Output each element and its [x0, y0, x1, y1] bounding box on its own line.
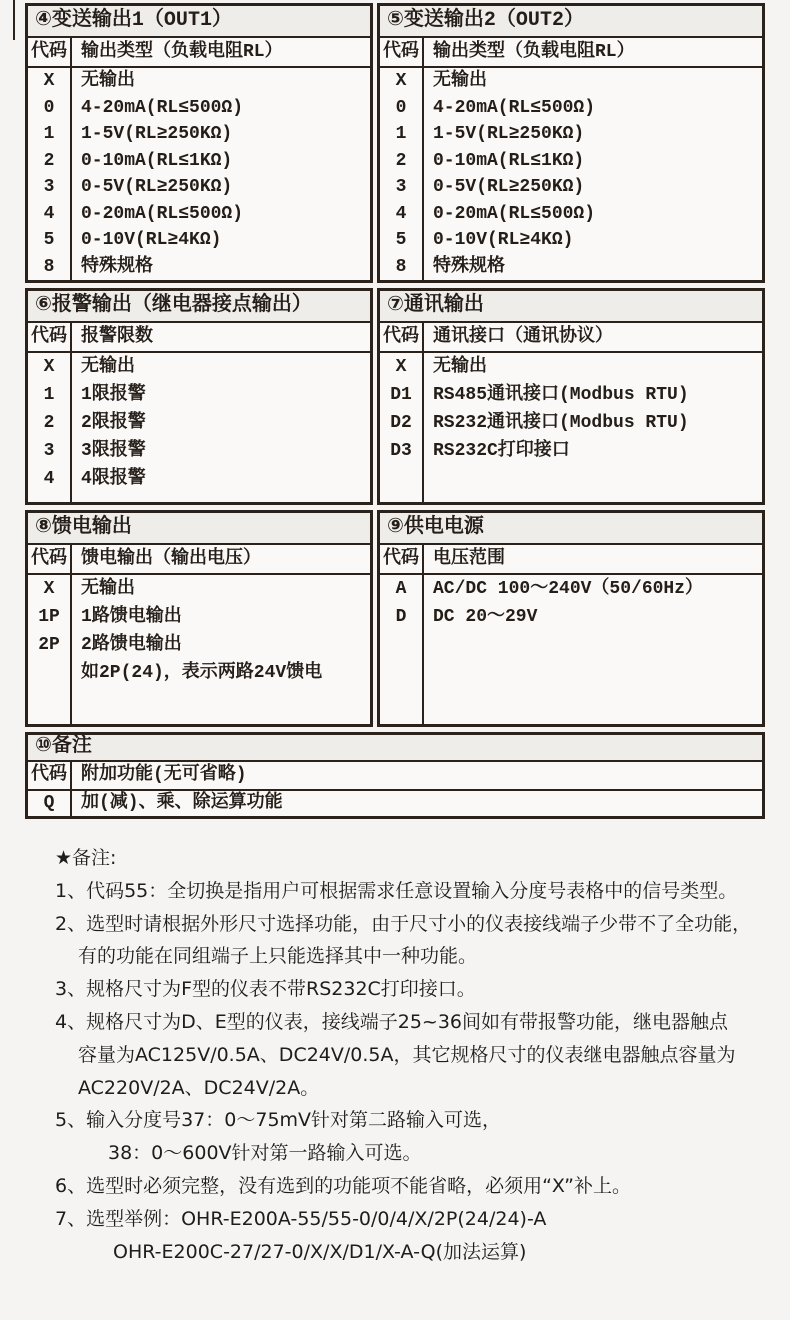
desc-header: 输出类型（负载电阻RL）: [81, 42, 283, 62]
code-cell: 2: [28, 148, 72, 175]
code-cell: 1P: [28, 603, 72, 631]
table-filler: [380, 631, 762, 724]
desc-cell: 0-10V(RL≥4KΩ): [81, 230, 222, 250]
table-filler: [28, 493, 370, 502]
table-row: [28, 227, 370, 254]
table-row: [28, 659, 370, 687]
code-cell: D1: [380, 381, 424, 409]
desc-cell: 0-10V(RL≥4KΩ): [433, 230, 574, 250]
code-header: 代码: [380, 545, 424, 573]
table-row: [28, 353, 370, 381]
desc-cell: 无输出: [433, 71, 487, 91]
table-header-row: [28, 762, 762, 791]
note-item: 7、选型举例：OHR-E200A-55/55-0/0/4/X/2P(24/24)-A: [55, 1207, 547, 1230]
table-row: [380, 381, 762, 409]
code-cell: X: [380, 68, 424, 95]
note-item-continuation: 38：0～600V针对第一路输入可选。: [108, 1142, 422, 1165]
code-header: 代码: [28, 545, 72, 573]
desc-cell: 特殊规格: [433, 256, 505, 277]
table-row: [380, 575, 762, 603]
table-row: [380, 227, 762, 254]
table-remark-wrap: [25, 732, 765, 819]
desc-cell: 1-5V(RL≥250KΩ): [433, 124, 585, 144]
note-item: 3、规格尺寸为F型的仪表不带RS232C打印接口。: [55, 978, 476, 1001]
desc-header: 输出类型（负载电阻RL）: [433, 42, 635, 62]
section-title: ⑤变送输出2（OUT2）: [380, 6, 762, 38]
table-header-row: [380, 545, 762, 575]
table-row: [28, 791, 762, 816]
code-header: 代码: [380, 323, 424, 351]
table-row: [380, 353, 762, 381]
note-item: 6、选型时必须完整，没有选到的功能项不能省略，必须用“X”补上。: [55, 1174, 632, 1197]
code-cell: 2: [380, 148, 424, 175]
section-power-supply: [377, 510, 765, 727]
code-header: 代码: [28, 323, 72, 351]
desc-cell: 0-20mA(RL≤500Ω): [433, 203, 596, 224]
table-row: [28, 465, 370, 493]
table-row: [380, 68, 762, 95]
code-cell: A: [380, 575, 424, 603]
table-row: [28, 631, 370, 659]
code-cell: 2P: [28, 631, 72, 659]
table-header-row: [380, 323, 762, 353]
section-feed-output: [25, 510, 373, 727]
section-transmit-output-2: [377, 3, 765, 283]
table-body: [28, 353, 370, 502]
section-communication-output: [377, 288, 765, 505]
note-item: 4、规格尺寸为D、E型的仪表，接线端子25~36间如有带报警功能，继电器触点: [55, 1010, 728, 1033]
table-row: [380, 148, 762, 175]
code-cell: 4: [28, 201, 72, 228]
code-cell: D2: [380, 409, 424, 437]
table-row: [28, 95, 370, 122]
section-title: ⑥报警输出（继电器接点输出）: [28, 291, 370, 323]
desc-cell: DC 20～29V: [433, 607, 538, 627]
code-cell: Q: [28, 791, 72, 816]
desc-cell: 4-20mA(RL≤500Ω): [81, 97, 244, 118]
desc-cell: RS232C打印接口: [433, 441, 570, 461]
section-title: ⑩备注: [28, 735, 762, 762]
spec-tables: [25, 3, 765, 819]
code-header: 代码: [380, 38, 424, 66]
code-cell: 0: [28, 95, 72, 122]
table-row: [28, 381, 370, 409]
code-cell: X: [380, 353, 424, 381]
table-row: [380, 603, 762, 631]
table-row: [28, 437, 370, 465]
desc-cell: RS485通讯接口(Modbus RTU): [433, 385, 689, 405]
desc-cell: AC/DC 100～240V（50/60Hz）: [433, 579, 704, 599]
desc-cell: 3限报警: [81, 441, 146, 461]
desc-header: 电压范围: [433, 549, 505, 569]
table-row: [28, 174, 370, 201]
code-cell: D: [380, 603, 424, 631]
code-cell: 1: [28, 121, 72, 148]
desc-cell: 1路馈电输出: [81, 607, 182, 627]
note-item-continuation: 容量为AC125V/0.5A、DC24V/0.5A，其它规格尺寸的仪表继电器触点容量为: [78, 1043, 736, 1066]
code-cell: 4: [380, 201, 424, 228]
desc-cell: 无输出: [433, 357, 487, 377]
table-body: [380, 68, 762, 280]
code-cell: D3: [380, 437, 424, 465]
note-item-continuation: 有的功能在同组端子上只能选择其中一种功能。: [78, 945, 478, 968]
note-item: 2、选型时请根据外形尺寸选择功能，由于尺寸小的仪表接线端子少带不了全功能，: [55, 912, 752, 935]
table-body: [28, 68, 370, 280]
table-header-row: [28, 545, 370, 575]
section-title: ④变送输出1（OUT1）: [28, 6, 370, 38]
code-cell: 3: [28, 437, 72, 465]
desc-cell: 0-10mA(RL≤1KΩ): [433, 150, 585, 171]
code-cell: X: [28, 575, 72, 603]
table-pair-transmit-output: [25, 3, 765, 283]
desc-cell: 0-10mA(RL≤1KΩ): [81, 150, 233, 171]
table-row: [28, 254, 370, 281]
desc-header: 附加功能(无可省略): [81, 765, 247, 785]
table-row: [380, 254, 762, 281]
desc-cell: 1-5V(RL≥250KΩ): [81, 124, 233, 144]
desc-cell: 无输出: [81, 71, 135, 91]
code-cell: 4: [28, 465, 72, 493]
section-title: ⑧馈电输出: [28, 513, 370, 545]
table-pair-feed-power: [25, 510, 765, 727]
table-body: [28, 575, 370, 724]
code-cell: 8: [380, 254, 424, 281]
table-row: [28, 68, 370, 95]
desc-cell: 0-20mA(RL≤500Ω): [81, 203, 244, 224]
table-row: [380, 174, 762, 201]
desc-cell: 无输出: [81, 357, 135, 377]
desc-cell: 4限报警: [81, 469, 146, 489]
section-transmit-output-1: [25, 3, 373, 283]
table-row: [380, 121, 762, 148]
table-row: [28, 575, 370, 603]
desc-cell: 特殊规格: [81, 256, 153, 277]
table-row: [380, 95, 762, 122]
table-row: [28, 201, 370, 228]
code-cell: 5: [28, 227, 72, 254]
table-body: [380, 353, 762, 502]
code-cell: 0: [380, 95, 424, 122]
code-cell: X: [28, 353, 72, 381]
desc-cell: 0-5V(RL≥250KΩ): [433, 177, 585, 197]
code-cell: 3: [28, 174, 72, 201]
notes-block: [30, 842, 775, 1268]
desc-cell: 2限报警: [81, 413, 146, 433]
desc-cell: 2路馈电输出: [81, 635, 182, 655]
desc-cell: 0-5V(RL≥250KΩ): [81, 177, 233, 197]
table-body: [380, 575, 762, 724]
code-header: 代码: [28, 762, 72, 789]
desc-header: 通讯接口（通讯协议）: [433, 327, 613, 347]
code-header: 代码: [28, 38, 72, 66]
table-row: [380, 437, 762, 465]
code-cell: 5: [380, 227, 424, 254]
code-cell: 2: [28, 409, 72, 437]
table-body: [28, 791, 762, 816]
desc-cell: 如2P(24)，表示两路24V馈电: [81, 663, 323, 683]
table-row: [28, 409, 370, 437]
table-row: [28, 148, 370, 175]
table-pair-alarm-comm: [25, 288, 765, 505]
notes-heading: ★备注:: [55, 847, 117, 869]
cropped-table-border: [13, 0, 15, 40]
desc-cell: 1限报警: [81, 385, 146, 405]
note-item-continuation: AC220V/2A、DC24V/2A。: [78, 1076, 320, 1099]
code-cell: 1: [28, 381, 72, 409]
note-item: 1、代码55：全切换是指用户可根据需求任意设置输入分度号表格中的信号类型。: [55, 879, 738, 902]
note-item-continuation: OHR-E200C-27/27-0/X/X/D1/X-A-Q(加法运算): [113, 1240, 527, 1263]
desc-header: 馈电输出（输出电压）: [81, 549, 261, 569]
note-item: 5、输入分度号37：0～75mV针对第二路输入可选，: [55, 1109, 502, 1132]
code-cell: 1: [380, 121, 424, 148]
table-header-row: [28, 38, 370, 68]
section-remark: [25, 732, 765, 819]
table-header-row: [380, 38, 762, 68]
table-header-row: [28, 323, 370, 353]
table-filler: [28, 687, 370, 724]
table-row: [28, 603, 370, 631]
code-cell: 8: [28, 254, 72, 281]
table-row: [28, 121, 370, 148]
table-row: [380, 409, 762, 437]
desc-cell: 加(减)、乘、除运算功能: [81, 793, 283, 813]
code-cell: [28, 659, 72, 687]
section-alarm-output: [25, 288, 373, 505]
desc-cell: RS232通讯接口(Modbus RTU): [433, 413, 689, 433]
section-title: ⑦通讯输出: [380, 291, 762, 323]
desc-header: 报警限数: [81, 327, 153, 347]
code-cell: X: [28, 68, 72, 95]
code-cell: 3: [380, 174, 424, 201]
table-row: [380, 201, 762, 228]
section-title: ⑨供电电源: [380, 513, 762, 545]
table-filler: [380, 465, 762, 502]
desc-cell: 4-20mA(RL≤500Ω): [433, 97, 596, 118]
desc-cell: 无输出: [81, 579, 135, 599]
